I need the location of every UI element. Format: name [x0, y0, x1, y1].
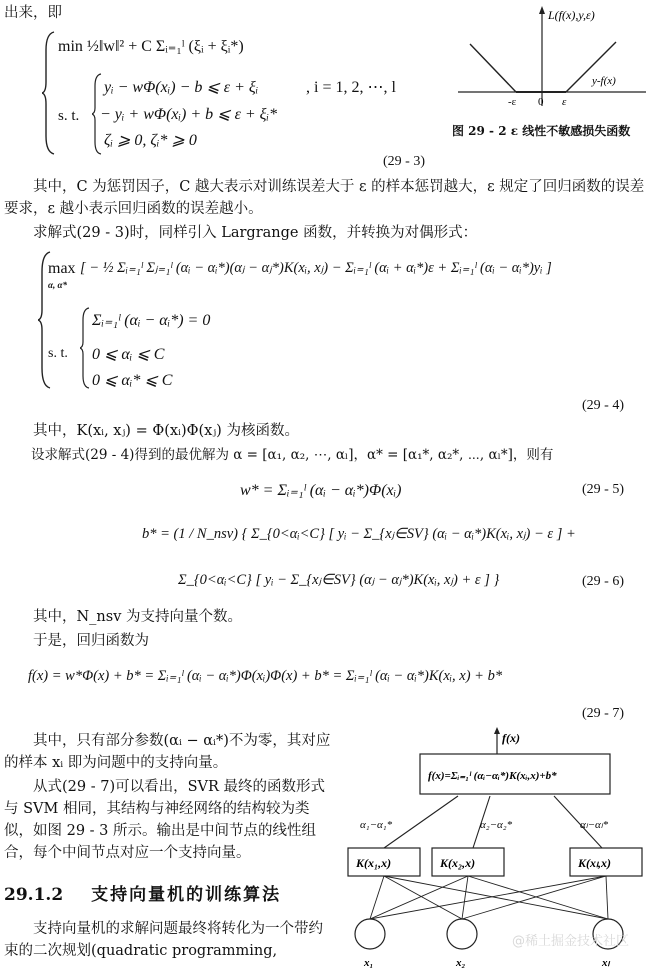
watermark: @稀土掘金技术社区	[512, 934, 630, 949]
eq-29-4-constraint-2: 0 ⩽ αᵢ ⩽ C	[92, 346, 165, 363]
paragraph-5: 其中，N_nsv 为支持向量个数。	[33, 609, 243, 625]
eq-29-4-max-sub: α, α*	[48, 280, 67, 290]
eq-29-6-number: (29 - 6)	[582, 574, 624, 589]
paragraph-4: 设求解式(29 - 4)得到的最优解为 α = [α₁, α₂, ⋯, αₗ]，α* = [α₁*, α₂*, ⋯, αₗ*]，则有	[31, 447, 554, 463]
fig-29-3-input-2: x₂	[456, 957, 466, 969]
paragraph-6: 于是，回归函数为	[33, 633, 149, 649]
paragraph-2: 求解式(29 - 3)时，同样引入 Largrange 函数，并转换为对偶形式：	[33, 225, 478, 241]
section-title: 支持向量机的训练算法	[91, 885, 282, 905]
eq-29-7-number: (29 - 7)	[582, 706, 624, 721]
eq-29-5-number: (29 - 5)	[582, 482, 624, 497]
eq-29-3-constraint-3: ζᵢ ⩾ 0, ζᵢ* ⩾ 0	[104, 132, 197, 149]
eq-29-3-objective: min ½‖w‖² + C Σᵢ₌₁ˡ (ξᵢ + ξᵢ*)	[58, 38, 244, 55]
fig-29-3-weight-2: α₂−α₂*	[480, 819, 513, 831]
fig-29-2-caption: 图 29 - 2 ε 线性不敏感损失函数	[452, 124, 631, 138]
eq-29-3-st: s. t.	[58, 108, 80, 124]
fig-29-2-y-arrow	[539, 6, 545, 14]
fig-29-2-tick-neg: -ε	[508, 96, 517, 108]
fig-29-3-input-edges	[370, 876, 608, 919]
intro-text: 出来，即	[4, 5, 62, 21]
eq-29-4-constraint-3: 0 ⩽ αᵢ* ⩽ C	[92, 372, 173, 389]
fig-29-3-output-label: f(x)	[502, 731, 520, 745]
fig-29-2-tick-zero: 0	[538, 96, 544, 108]
eq-29-3-brace	[42, 30, 56, 160]
fig-29-3-input-node-2	[447, 919, 477, 949]
eq-29-4-number: (29 - 4)	[582, 398, 624, 413]
fig-29-2-tick-pos: ε	[562, 96, 567, 108]
eq-29-3-constraint-2: − yᵢ + wΦ(xᵢ) + b ⩽ ε + ξᵢ*	[100, 106, 278, 123]
paragraph-8: 从式(29 - 7)可以看出，SVR 最终的函数形式与 SVM 相同，其结构与神经网络的结构较为类似，如图 29 - 3 所示。输出是中间节点的线性组合，每个中间节点对应一个支持向量。	[4, 779, 326, 861]
fig-29-2-curve-label: y-f(x)	[592, 75, 616, 87]
eq-29-6-line-2: Σ_{0<αᵢ<C} [ yᵢ − Σ_{xⱼ∈SV} (αⱼ − αⱼ*)K(xᵢ, xⱼ) + ε ] }	[178, 572, 500, 588]
eq-29-5: w* = Σᵢ₌₁ˡ (αᵢ − αᵢ*)Φ(xᵢ)	[240, 482, 402, 499]
fig-29-3-edge-1	[384, 796, 458, 848]
eq-29-4-objective: [ − ½ Σᵢ₌₁ˡ Σⱼ₌₁ˡ (αᵢ − αᵢ*)(αⱼ − αⱼ*)K(xᵢ, xⱼ) − Σᵢ₌₁ˡ (αᵢ + αᵢ*)ε + Σᵢ₌₁ˡ (αᵢ − αᵢ*)yᵢ ]	[80, 260, 552, 276]
fig-29-3-output-arrow	[494, 727, 500, 734]
paragraph-9: 支持向量机的求解问题最终将转化为一个带约束的二次规划(quadratic programming,	[4, 921, 323, 959]
eq-29-4-constraint-1: Σᵢ₌₁ˡ (αᵢ − αᵢ*) = 0	[92, 312, 211, 329]
fig-29-3-kernel-1: K(x₁,x)	[356, 856, 392, 870]
paragraph-1: 其中，C 为惩罚因子，C 越大表示对训练误差大于 ε 的样本惩罚越大，ε 规定了回归函数的误差要求，ε 越小表示回归函数的误差越小。	[4, 179, 645, 217]
fig-29-3-weight-1: α₁−α₁*	[360, 819, 393, 831]
figure-29-2	[452, 2, 652, 114]
fig-29-3-kernel-2: K(x₂,x)	[440, 856, 476, 870]
eq-29-4-inner-brace	[80, 306, 90, 394]
fig-29-3-input-3: xₗ	[602, 957, 610, 969]
fig-29-3-input-node-1	[355, 919, 385, 949]
fig-29-3-weight-3: αₗ−αₗ*	[580, 819, 609, 831]
fig-29-3-sum-label: f(x)=Σᵢ₌₁ˡ (αᵢ−αᵢ*)K(xᵢ,x)+b*	[428, 770, 557, 782]
eq-29-7: f(x) = w*Φ(x) + b* = Σᵢ₌₁ˡ (αᵢ − αᵢ*)Φ(xᵢ)Φ(x) + b* = Σᵢ₌₁ˡ (αᵢ − αᵢ*)K(xᵢ, x) + b*	[28, 668, 503, 684]
eq-29-4-max: max	[48, 260, 76, 277]
eq-29-3-number: (29 - 3)	[383, 154, 425, 169]
paragraph-7: 其中，只有部分参数(αᵢ − αᵢ*)不为零，其对应的样本 xᵢ 即为问题中的支持向量。	[4, 733, 331, 771]
eq-29-3-index: , i = 1, 2, ⋯, l	[306, 79, 396, 96]
eq-29-6-line-1: b* = (1 / N_nsv) { Σ_{0<αᵢ<C} [ yᵢ − Σ_{xⱼ∈SV} (αᵢ − αᵢ*)K(xᵢ, xⱼ) − ε ] +	[142, 526, 576, 542]
fig-29-2-y-label: L(f(x),y,ε)	[548, 8, 595, 22]
section-number: 29.1.2	[4, 885, 64, 905]
section-heading	[4, 880, 281, 905]
fig-29-3-kernel-3: K(xₗ,x)	[578, 856, 611, 870]
fig-29-2-left-branch	[470, 44, 516, 92]
paragraph-3: 其中，K(xᵢ, xⱼ) = Φ(xᵢ)Φ(xⱼ) 为核函数。	[33, 423, 299, 439]
fig-29-3-input-1: x₁	[364, 957, 374, 969]
eq-29-4-st: s. t.	[48, 346, 68, 361]
eq-29-3-constraint-1: yᵢ − wΦ(xᵢ) − b ⩽ ε + ξᵢ	[104, 79, 259, 96]
